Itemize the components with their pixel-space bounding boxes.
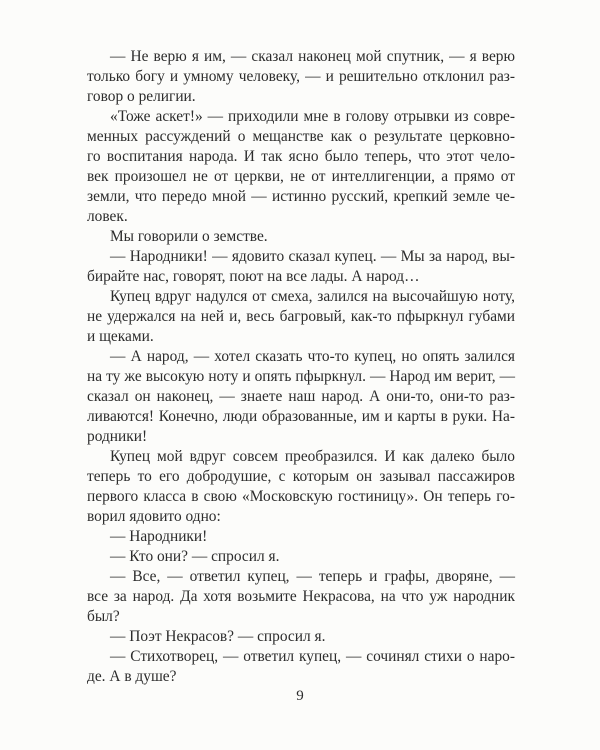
text-line: — Кто они? — спросил я. bbox=[110, 548, 280, 565]
text-line: — Не верю я им, — сказал наконец мой спутник, — я верю bbox=[110, 48, 515, 65]
text-line: теперь то его добродушие, с которым он зазывал пассажиров bbox=[87, 468, 515, 485]
text-line: де. А в душе? bbox=[87, 668, 177, 685]
page-number: 9 bbox=[296, 688, 304, 704]
text-line: «Тоже аскет!» — приходили мне в голову отрывки из совре- bbox=[110, 108, 515, 125]
text-line: век произошел не от церкви, не от интеллигенции, а прямо от bbox=[87, 168, 515, 185]
text-line: первого класса в свою «Московскую гостиницу». Он теперь го- bbox=[87, 488, 515, 505]
text-line: на ту же высокую ноту и опять пфыркнул. — Народ им верит, — bbox=[87, 368, 515, 385]
text-line: — Поэт Некрасов? — спросил я. bbox=[110, 628, 326, 645]
text-line: — Стихотворец, — ответил купец, — сочинял стихи о наро- bbox=[110, 648, 515, 665]
text-line: сказал он наконец, — знаете наш народ. А они-то, они-то раз- bbox=[87, 388, 515, 405]
text-line: менных рассуждений о мещанстве как о результате церковно- bbox=[87, 128, 515, 145]
text-line: только богу и умному человеку, — и решительно отклонил раз- bbox=[87, 68, 515, 85]
text-line: не удержался на ней и, весь багровый, как-то пфыркнул губами bbox=[87, 308, 515, 325]
text-line: — Народники! — ядовито сказал купец. — Мы за народ, вы- bbox=[110, 248, 515, 265]
text-line: и щеками. bbox=[87, 328, 154, 345]
text-line: — Все, — ответил купец, — теперь и графы, дворяне, — bbox=[110, 568, 515, 585]
text-line: Мы говорили о земстве. bbox=[110, 228, 268, 245]
text-line: земли, что передо мной — истинно русский, крепкий земле че- bbox=[87, 188, 515, 205]
text-line: ловек. bbox=[87, 208, 128, 225]
text-line: — Народники! bbox=[110, 528, 208, 545]
text-line: ливаются! Конечно, люди образованные, им и карты в руки. На- bbox=[87, 408, 515, 425]
text-line: родники! bbox=[87, 428, 148, 445]
text-line: Купец вдруг надулся от смеха, залился на высочайшую ноту, bbox=[110, 288, 515, 305]
text-line: был? bbox=[87, 608, 120, 625]
text-line: все за народ. Да хотя возьмите Некрасова, на что уж народник bbox=[87, 588, 515, 605]
text-line: говор о религии. bbox=[87, 88, 196, 105]
text-line: — А народ, — хотел сказать что-то купец, но опять залился bbox=[110, 348, 515, 365]
text-line: Купец мой вдруг совсем преобразился. И как далеко было bbox=[110, 448, 515, 465]
text-line: ворил ядовито одно: bbox=[87, 508, 221, 525]
text-line: го воспитания народа. И так ясно было теперь, что этот чело- bbox=[87, 148, 515, 165]
text-line: бирайте нас, говорят, поют на все лады. А народ… bbox=[87, 268, 420, 285]
